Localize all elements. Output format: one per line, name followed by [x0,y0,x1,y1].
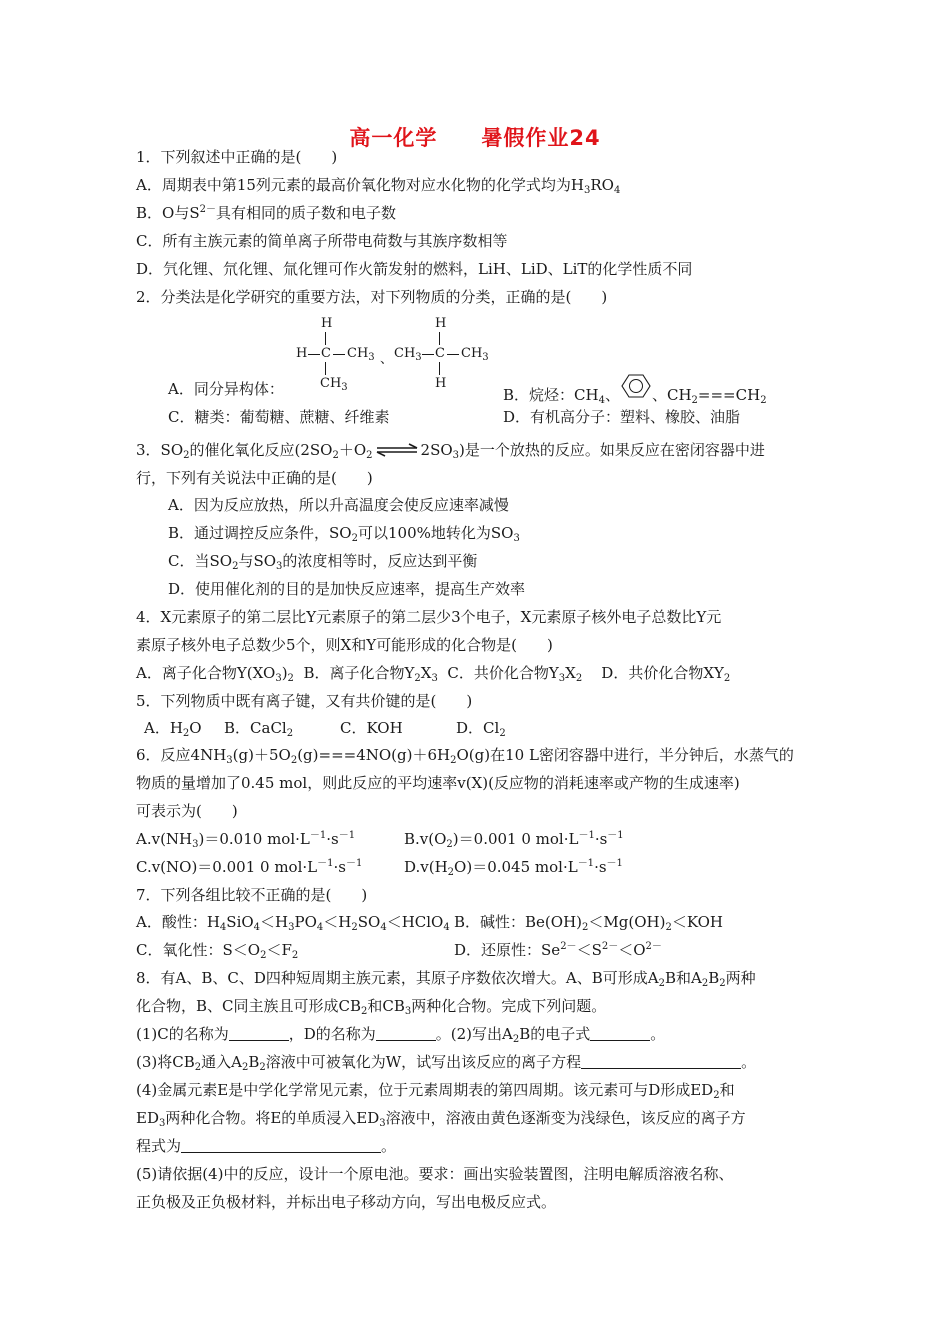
q3-stem-line1: 3．$SO_2$的催化氧化反应($2SO_2+O_2$ $2SO_3$)是一个放热的反应。如果反应在密闭容器中进 [136,441,765,461]
q3-option-a: A．因为反应放热，所以升高温度会使反应速率减慢 [168,496,509,514]
q8-part5-line2: 正负极及正负极材料，并标出电子移动方向，写出电极反应式。 [136,1193,557,1211]
blank-ionic-equation[interactable] [581,1054,741,1069]
reversible-arrow-icon [375,443,419,457]
q4-option-d: D．共价化合物$XY_2$ [601,664,731,684]
q5-option-a: A．$H_2O$ [144,719,202,739]
q1-option-a: A．周期表中第15列元素的最高价氧化物对应水化物的化学式均为$H_3RO_4$ [136,176,621,196]
q2-option-b: B．烷烃：$CH_4$、 、$CH_2===CH_2$ [503,379,767,405]
q3-stem-line2: 行，下列有关说法中正确的是( ) [136,469,373,487]
q6-stem-line1: 6．反应$4NH_3(g)+5O_2(g)===4NO(g)+6H_2O(g)$在10 L密闭容器中进行，半分钟后，水蒸气的 [136,746,794,766]
q6-option-d: $D.v(H_2O)=0.045$ $mol\cdot L^{-1}\cdot s^{-1}$ [404,858,623,878]
q4-stem-line1: 4．X元素原子的第二层比Y元素原子的第二层少3个电子，X元素原子核外电子总数比Y元 [136,608,722,626]
q5-option-d: D．$Cl_2$ [456,719,506,739]
q1-option-b: B．O与$S^{2-}$具有相同的质子数和电子数 [136,204,396,222]
q4-option-c: C．共价化合物$Y_3X_2$ [447,664,583,684]
q6-option-b: $B.v(O_2)=0.001$ 0 $mol\cdot L^{-1}\cdot s^{-1}$ [404,830,624,850]
q4-stem-line2: 素原子核外电子总数少5个，则X和Y可能形成的化合物是( ) [136,636,553,654]
q8-part5-line1: (5)请依据(4)中的反应，设计一个原电池。要求：画出实验装置图，注明电解质溶液名称、 [136,1165,734,1183]
blank-electron-formula[interactable] [590,1026,650,1041]
q3-option-d: D．使用催化剂的目的是加快反应速率，提高生产效率 [168,580,526,598]
q8-part3: (3)将$CB_2$通入$A_2B_2$溶液中可被氧化为W，试写出该反应的离子方程 。 [136,1053,757,1073]
q4-option-b: B．离子化合物$Y_2X_3$ [303,664,438,684]
q3-option-b: B．通过调控反应条件，$SO_2$可以100%地转化为$SO_3$ [168,524,520,544]
q5-option-c: C．KOH [340,719,403,737]
blank-d-name[interactable] [376,1026,436,1041]
q1-option-d: D．氕化锂、氘化锂、氚化锂可作火箭发射的燃料，LiH、LiD、LiT的化学性质不同 [136,260,693,278]
q8-part4-line2: $ED_3$两种化合物。将E的单质浸入$ED_3$溶液中，溶液由黄色逐渐变为浅绿色，该反应的离子方 [136,1109,746,1129]
q6-option-a: $A.v(NH_3)=0.010$ $mol\cdot L^{-1}\cdot s^{-1}$ [136,830,356,850]
q7-stem: 7．下列各组比较不正确的是( ) [136,886,368,904]
q4-option-a: A．离子化合物$Y(XO_3)_2$ [136,664,294,684]
blank-ionic-equation-2[interactable] [181,1138,381,1153]
q2-stem: 2．分类法是化学研究的重要方法，对下列物质的分类，正确的是( ) [136,288,608,306]
q8-stem-line1: 8．有A、B、C、D四种短周期主族元素，其原子序数依次增大。A、B可形成$A_2B$和$A_2B_2$两种 [136,969,756,989]
title-subject: 高一化学 [349,126,438,150]
q5-stem: 5．下列物质中既有离子键，又有共价键的是( ) [136,692,473,710]
q3-option-c: C．当$SO_2$与$SO_3$的浓度相等时，反应达到平衡 [168,552,478,572]
q1-stem: 1．下列叙述中正确的是( ) [136,148,338,166]
q7-option-c: C．氧化性：$S<O_2<F_2$ [136,941,299,961]
q6-stem-line3: 可表示为( ) [136,802,238,820]
q8-stem-line2: 化合物，B、C同主族且可形成$CB_2$和$CB_3$两种化合物。完成下列问题。 [136,997,607,1017]
q7-option-b: B．碱性：$Be(OH)_2<Mg(OH)_2<KOH$ [454,913,723,933]
q2-option-a: A．同分异构体： [168,380,284,398]
q1-option-c: C．所有主族元素的简单离子所带电荷数与其族序数相等 [136,232,508,250]
q6-stem-line2: 物质的量增加了0.45 mol，则此反应的平均速率v(X)(反应物的消耗速率或产物的生成速率) [136,774,740,792]
q8-part4-line3: 程式为 。 [136,1137,397,1155]
q2-structural-formulas: H H C $CH_3$ $CH_3$ 、 $CH_3$ H C $CH_3$ H [296,316,489,393]
q4-options [136,663,730,683]
title-assignment: 暑假作业24 [481,126,601,150]
q2-option-d: D．有机高分子：塑料、橡胶、油脂 [503,408,741,426]
benzene-ring-icon [620,373,652,399]
blank-c-name[interactable] [229,1026,289,1041]
q5-option-b: B．CaCl$_2$ [224,719,294,739]
q7-option-d: D．还原性：$Se^{2-}<S^{2-}<O^{2-}$ [454,941,662,959]
q6-option-c: C.v(NO)＝0.001 0 $mol\cdot L^{-1}\cdot s^{-1}$ [136,858,363,876]
q2-option-c: C．糖类：葡萄糖、蔗糖、纤维素 [168,408,390,426]
q8-part4-line1: (4)金属元素E是中学化学常见元素，位于元素周期表的第四周期。该元素可与D形成$ED_2$和 [136,1081,735,1101]
q8-part1-2: (1)C的名称为 ，D的名称为 。(2)写出$A_2B$的电子式 。 [136,1025,666,1045]
q7-option-a: A．酸性：$H_4SiO_4<H_3PO_4<H_2SO_4<HClO_4$ [136,913,450,933]
